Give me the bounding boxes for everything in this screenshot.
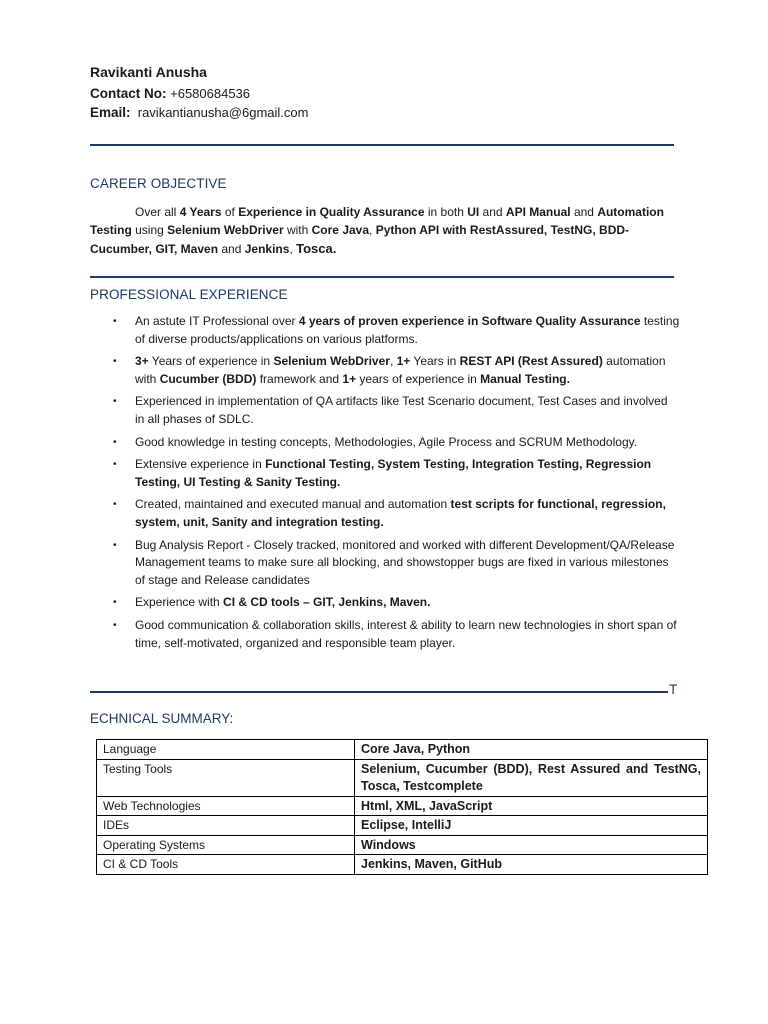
objective-text: and (570, 205, 598, 219)
bullet-icon: • (113, 396, 117, 408)
bullet-icon: • (113, 436, 117, 448)
divider-objective (90, 276, 674, 278)
objective-text: using (131, 223, 168, 238)
objective-text: , (369, 223, 376, 238)
item-text: An astute IT Professional over (135, 314, 299, 328)
item-bold: 3+ (135, 354, 149, 369)
table-key-cell: Operating Systems (97, 835, 355, 855)
item-text: years of experience in (356, 371, 481, 386)
objective-bold: Core Java (311, 223, 370, 238)
objective-text: and (479, 205, 506, 219)
item-bold: REST API (Rest Assured) (459, 354, 603, 369)
experience-item (90, 313, 680, 348)
objective-text: of (221, 205, 239, 219)
item-text: Good communication & collaboration skills, interest & ability to learn new technologies in short span of time, self-motivated, organized and responsible team player. (135, 617, 677, 650)
objective-text: Over all (135, 205, 180, 219)
technical-summary-heading-text: ECHNICAL SUMMARY (90, 711, 230, 726)
bullet-icon: • (113, 356, 117, 368)
table-row (97, 759, 708, 796)
experience-list (90, 313, 680, 652)
item-text: Years in (410, 354, 460, 369)
professional-experience-heading: PROFESSIONAL EXPERIENCE (90, 287, 288, 302)
objective-bold: API Manual (505, 205, 571, 219)
candidate-name: Ravikanti Anusha (90, 64, 207, 80)
table-key-cell: Web Technologies (97, 796, 355, 816)
objective-bold: Selenium WebDriver (167, 223, 284, 238)
experience-item (90, 617, 680, 652)
item-text: Created, maintained and executed manual and automation (135, 497, 451, 512)
divider-top (90, 144, 674, 146)
bullet-icon: • (113, 459, 117, 471)
table-value-cell: Core Java, Python (355, 740, 708, 760)
table-value-cell: Jenkins, Maven, GitHub (355, 855, 708, 875)
objective-text: in both (424, 205, 468, 219)
item-bold: Functional Testing, System Testing, Integration Testing, Regression Testing, UI Testing & Sanity Testing. (135, 457, 652, 489)
technical-summary-heading (90, 711, 233, 726)
table-value-cell: Windows (355, 835, 708, 855)
email-line (90, 105, 308, 120)
bullet-icon: • (113, 316, 117, 327)
table-key-cell: Language (97, 740, 355, 760)
contact-value: +6580684536 (170, 86, 251, 101)
objective-bold: Automation Testing (90, 205, 664, 238)
table-row (97, 796, 708, 816)
experience-item (90, 594, 680, 612)
item-text: Good knowledge in testing concepts, Methodologies, Agile Process and SCRUM Methodology. (135, 434, 638, 449)
heading-colon: : (229, 711, 234, 726)
table-value-cell: Html, XML, JavaScript (355, 796, 708, 816)
item-text: automation with (135, 354, 666, 386)
table-row (97, 855, 708, 875)
item-bold: CI & CD tools – GIT, Jenkins, Maven. (223, 595, 431, 610)
contact-number-line (90, 86, 250, 101)
objective-text: and (218, 241, 245, 256)
item-text: Experienced in implementation of QA artifacts like Test Scenario document, Test Cases and involved in all phases of SDLC. (135, 394, 668, 426)
experience-item (90, 496, 680, 531)
item-bold: Manual Testing. (480, 371, 570, 386)
item-bold: 1+ (342, 371, 357, 386)
item-text: testing of diverse products/applications on various platforms. (135, 314, 680, 346)
item-text: , (389, 354, 397, 369)
career-objective-text (90, 203, 676, 258)
bullet-icon: • (113, 597, 117, 609)
career-objective-heading: CAREER OBJECTIVE (90, 176, 227, 191)
item-bold: 4 years of proven experience in Software Quality Assurance (298, 314, 641, 328)
technical-heading-first-letter: T (669, 682, 678, 697)
email-label: Email: (90, 105, 131, 120)
item-text: Experience with (135, 595, 224, 610)
table-value-cell: Eclipse, IntelliJ (355, 816, 708, 836)
experience-item (90, 537, 680, 590)
item-bold: Selenium WebDriver (273, 354, 390, 369)
objective-text: with (283, 223, 312, 238)
experience-item (90, 434, 680, 452)
item-text: framework and (256, 371, 343, 386)
bullet-icon: • (113, 619, 117, 631)
table-value-cell: Selenium, Cucumber (BDD), Rest Assured and TestNG, Tosca, Testcomplete (355, 759, 708, 796)
objective-bold: Python API with RestAssured, TestNG, BDD-Cucumber, GIT, Maven (90, 223, 630, 256)
item-text: Years of experience in (148, 354, 274, 369)
table-key-cell: CI & CD Tools (97, 855, 355, 875)
item-text: Extensive experience in (135, 457, 266, 472)
divider-technical (90, 691, 668, 693)
contact-label: Contact No: (90, 86, 167, 101)
table-row (97, 740, 708, 760)
bullet-icon: • (113, 539, 117, 551)
table-row (97, 816, 708, 836)
table-row (97, 835, 708, 855)
email-value[interactable]: ravikantianusha@6gmail.com (137, 105, 309, 120)
experience-item (90, 456, 680, 491)
item-bold: 1+ (396, 354, 411, 369)
item-text: Bug Analysis Report - Closely tracked, monitored and worked with different Development/QA/Release Management teams to make sure all blocking, and showstopper bugs are fixed in various milestones of stage and Release candidates (135, 537, 675, 587)
item-bold: Cucumber (BDD) (159, 371, 257, 386)
table-key-cell: IDEs (97, 816, 355, 836)
objective-bold: Jenkins (244, 241, 290, 256)
bullet-icon: • (113, 499, 117, 511)
experience-item (90, 393, 680, 428)
objective-bold: Tosca. (296, 240, 337, 256)
objective-bold: Experience in Quality Assurance (238, 205, 425, 219)
experience-item (90, 353, 680, 388)
item-bold: test scripts for functional, regression, system, unit, Sanity and integration testing. (135, 497, 666, 529)
table-key-cell: Testing Tools (97, 759, 355, 796)
objective-bold: UI (467, 205, 480, 219)
objective-text: , (289, 241, 297, 256)
objective-bold: 4 Years (179, 205, 222, 219)
technical-summary-table (96, 739, 708, 875)
